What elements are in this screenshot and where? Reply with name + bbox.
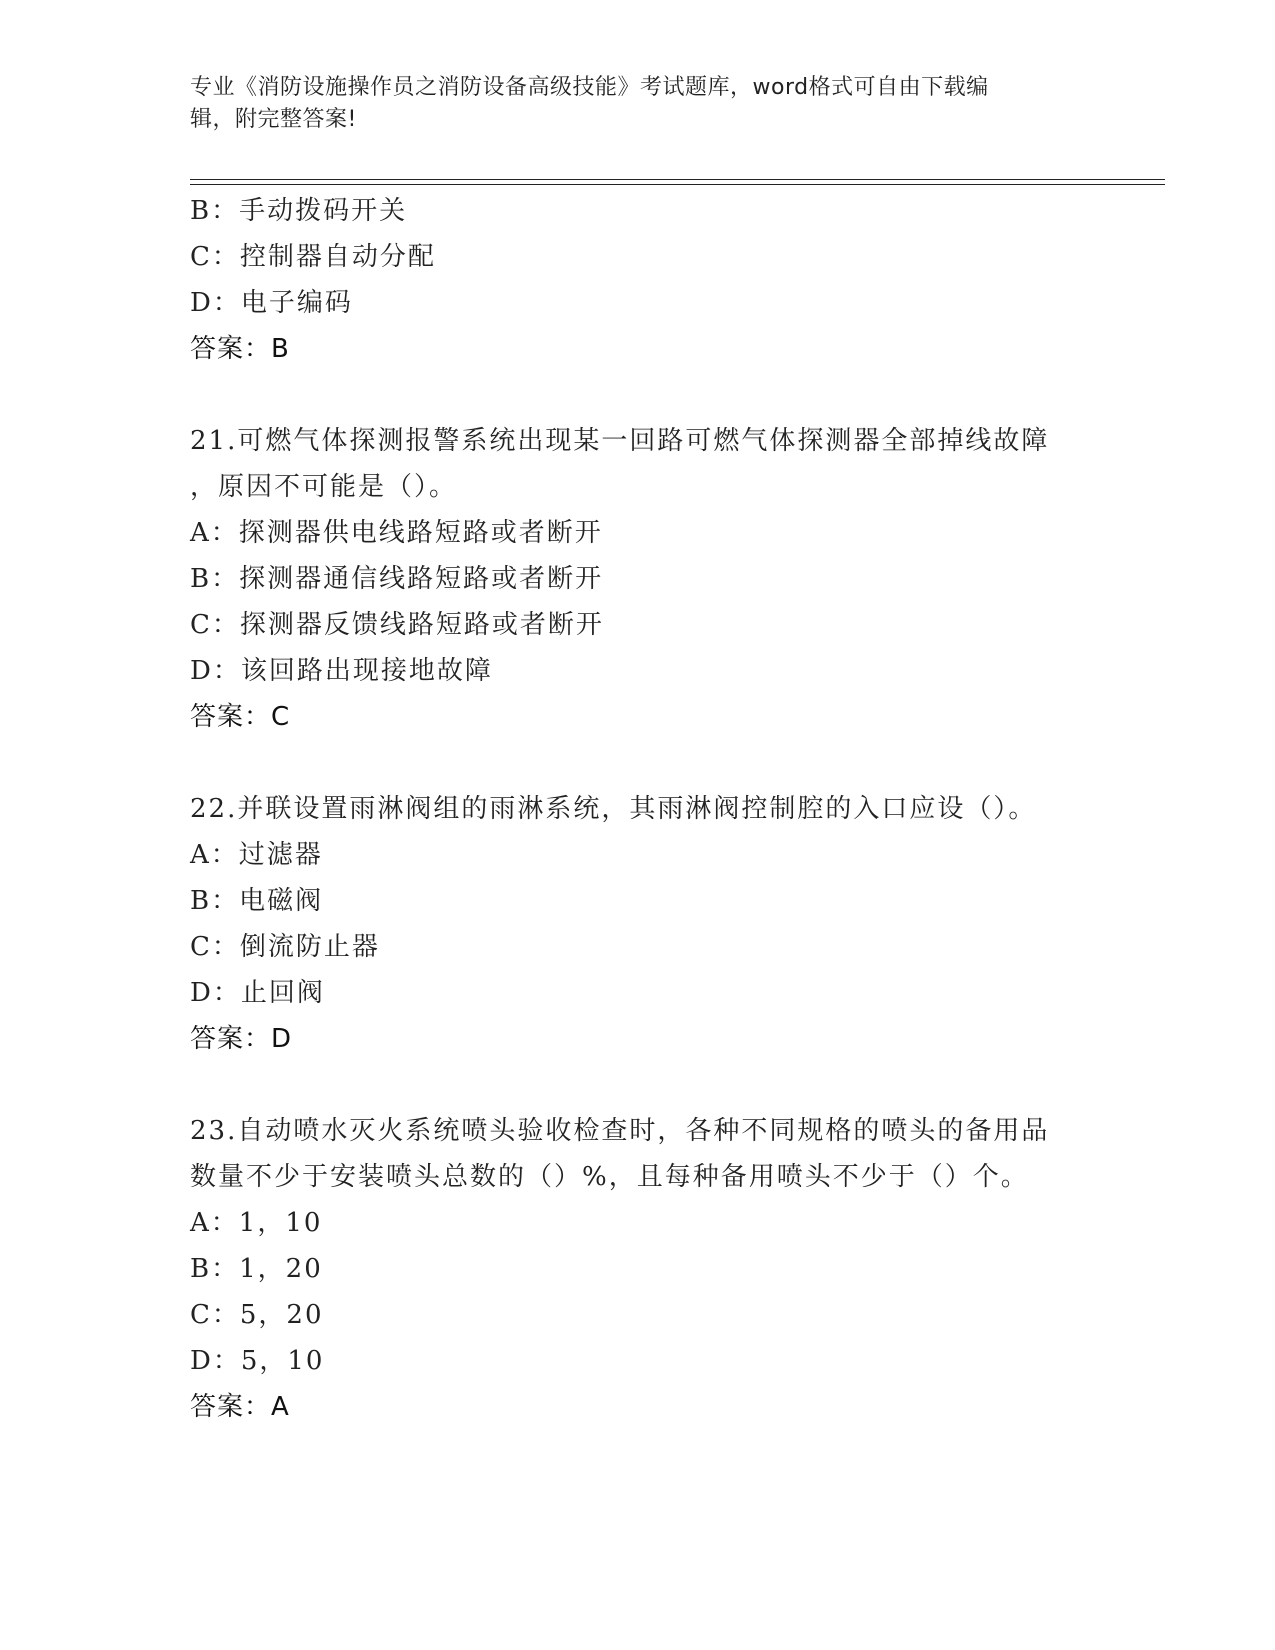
header-line-2: 辑，附完整答案! [190,107,357,132]
option-c: C：控制器自动分配 [190,242,436,272]
option-d: D：电子编码 [190,288,353,318]
option-b: B：手动拨码开关 [190,196,408,226]
option-c: C：探测器反馈线路短路或者断开 [190,610,604,640]
question-stem: 22.并联设置雨淋阀组的雨淋系统，其雨淋阀控制腔的入口应设（）。 [190,794,1037,824]
header-rule-top [190,179,1165,180]
question-20-continued [190,188,1150,372]
option-a: A：探测器供电线路短路或者断开 [190,518,603,548]
option-c: C：倒流防止器 [190,932,380,962]
answer-line: 答案：A [190,1392,290,1422]
option-d: D：5，10 [190,1346,325,1376]
option-b: B：1，20 [190,1254,323,1284]
option-b: B：探测器通信线路短路或者断开 [190,564,604,594]
spacer [190,740,1150,786]
option-b: B：电磁阀 [190,886,324,916]
option-a: A：1，10 [190,1208,323,1238]
question-list [190,188,1150,1430]
question-stem: 21.可燃气体探测报警系统出现某一回路可燃气体探测器全部掉线故障 [190,426,1050,456]
answer-line: 答案：B [190,334,290,364]
answer-line: 答案：C [190,702,291,732]
header-rule-bottom [190,184,1165,185]
question-stem: 23.自动喷水灭火系统喷头验收检查时，各种不同规格的喷头的备用品 [190,1116,1050,1146]
option-d: D：止回阀 [190,978,325,1008]
document-header [190,72,1090,136]
question-21 [190,418,1150,740]
question-22 [190,786,1150,1062]
option-d: D：该回路出现接地故障 [190,656,493,686]
question-stem: ，原因不可能是（）。 [190,472,458,502]
question-23 [190,1108,1150,1430]
header-line-1: 专业《消防设施操作员之消防设备高级技能》考试题库，word格式可自由下载编 [190,75,989,100]
answer-line: 答案：D [190,1024,293,1054]
option-c: C：5，20 [190,1300,324,1330]
question-stem: 数量不少于安装喷头总数的（）%，且每种备用喷头不少于（）个。 [190,1162,1029,1192]
spacer [190,1062,1150,1108]
option-a: A：过滤器 [190,840,323,870]
spacer [190,372,1150,418]
